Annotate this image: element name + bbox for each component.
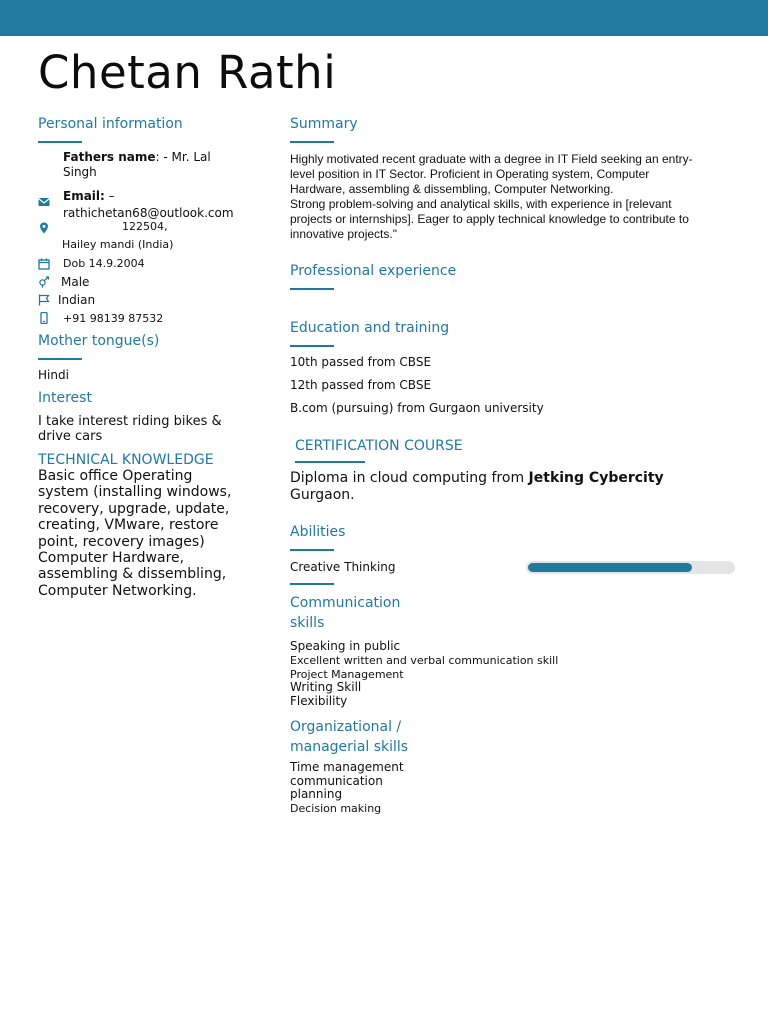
abilities-heading: Abilities (290, 524, 346, 540)
communication-item: Writing Skill (290, 680, 362, 695)
technical-knowledge-text (38, 468, 231, 599)
header-bar (0, 0, 768, 36)
section-rule (290, 583, 334, 585)
summary-line: Strong problem-solving and analytical skills, with experience in [relevant (290, 197, 672, 211)
tech-line: assembling & dissembling, (38, 566, 227, 583)
section-rule (290, 345, 334, 347)
communication-item: Speaking in public (290, 639, 401, 653)
fathers-name-value: : - Mr. Lal (155, 150, 211, 164)
summary-text (290, 152, 730, 242)
communication-item: Project Management (290, 667, 404, 681)
phone-icon (38, 312, 50, 324)
summary-line: projects or internships]. Eager to apply technical knowledge to contribute to (290, 212, 689, 226)
section-rule (295, 461, 365, 463)
gender-icon (38, 276, 50, 288)
organizational-heading (290, 717, 408, 757)
email-dash: – (104, 189, 115, 203)
education-item: 10th passed from CBSE (290, 355, 432, 369)
organizational-item: Time management (290, 760, 404, 774)
address-postcode: 122504, (122, 220, 168, 233)
summary-line: Highly motivated recent graduate with a degree in IT Field seeking an entry- (290, 152, 693, 166)
ability-name: Creative Thinking (290, 560, 396, 574)
interest-heading: Interest (38, 390, 92, 406)
certification-institute: Jetking Cybercity (528, 470, 664, 486)
fathers-name-label: Fathers name (63, 150, 156, 164)
communication-heading-line: Communication (290, 595, 401, 611)
summary-line: Hardware, assembling & dissembling, Computer Networking. (290, 182, 614, 196)
summary-line: level position in IT Sector. Proficient in Operating system, Computer (290, 167, 650, 181)
organizational-heading-line: Organizational / (290, 719, 402, 735)
section-rule (290, 141, 334, 143)
calendar-icon (38, 258, 50, 270)
experience-heading: Professional experience (290, 263, 457, 279)
communication-list (290, 640, 558, 709)
tech-line: creating, VMware, restore (38, 517, 219, 534)
organizational-item: planning (290, 787, 343, 801)
summary-heading: Summary (290, 116, 358, 132)
technical-knowledge-heading: TECHNICAL KNOWLEDGE (38, 452, 214, 468)
personal-info-heading: Personal information (38, 116, 183, 132)
organizational-heading-line: managerial skills (290, 739, 409, 755)
candidate-name: Chetan Rathi (38, 46, 337, 99)
education-heading: Education and training (290, 320, 450, 336)
summary-line: innovative projects." (290, 227, 397, 241)
tech-line: system (installing windows, (38, 484, 232, 501)
communication-heading-line: skills (290, 615, 325, 631)
mother-tongue-heading: Mother tongue(s) (38, 333, 160, 349)
mother-tongue: Hindi (38, 368, 69, 382)
certification-prefix: Diploma in cloud computing from (290, 470, 529, 486)
communication-heading (290, 593, 400, 633)
section-rule (38, 358, 82, 360)
email-value[interactable]: rathichetan68@outlook.com (63, 206, 234, 220)
organizational-list (290, 761, 404, 815)
education-item: 12th passed from CBSE (290, 378, 432, 392)
nationality: Indian (58, 293, 96, 307)
fathers-name-value-2: Singh (63, 165, 97, 179)
fathers-name (63, 150, 211, 180)
communication-item: Flexibility (290, 694, 348, 709)
interest-line: drive cars (38, 429, 103, 444)
address-city: Hailey mandi (India) (62, 238, 174, 251)
tech-line: Basic office Operating (38, 468, 193, 484)
ability-level-bar (528, 563, 692, 572)
email-label: Email: (63, 189, 105, 203)
certification-text (290, 470, 664, 503)
tech-line: Computer Networking. (38, 582, 197, 599)
tech-line: recovery, upgrade, update, (38, 500, 230, 517)
section-rule (38, 141, 82, 143)
envelope-icon (38, 196, 50, 208)
flag-icon (38, 294, 50, 306)
interest-line: I take interest riding bikes & (38, 414, 222, 429)
tech-line: point, recovery images) (38, 533, 205, 550)
organizational-item: communication (290, 773, 383, 788)
certification-city: Gurgaon. (290, 486, 355, 503)
organizational-item: Decision making (290, 801, 382, 815)
education-item: B.com (pursuing) from Gurgaon university (290, 401, 544, 415)
tech-line: Computer Hardware, (38, 550, 185, 567)
section-rule (290, 288, 334, 290)
section-rule (290, 549, 334, 551)
phone-number: +91 98139 87532 (63, 312, 164, 325)
email (63, 187, 234, 221)
map-pin-icon (38, 222, 50, 234)
gender: Male (61, 275, 90, 289)
communication-item: Excellent written and verbal communication skill (290, 653, 559, 667)
certification-heading: CERTIFICATION COURSE (295, 438, 463, 454)
date-of-birth: Dob 14.9.2004 (63, 257, 145, 270)
interest-text (38, 414, 222, 444)
